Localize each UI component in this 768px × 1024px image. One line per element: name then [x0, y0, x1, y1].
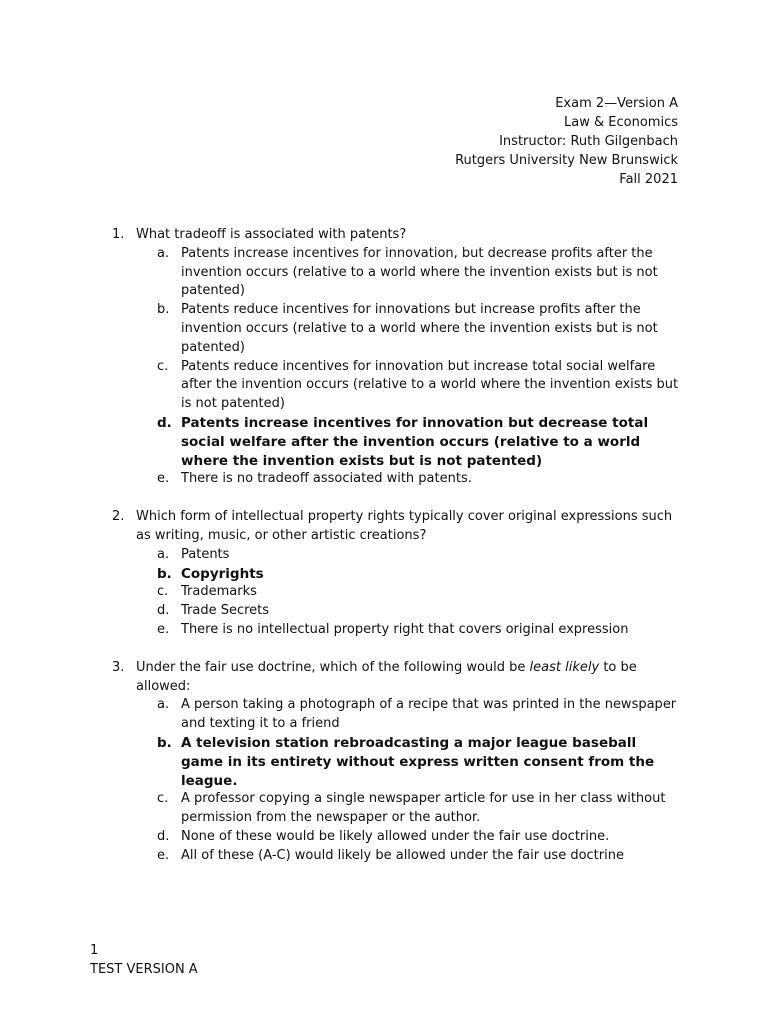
course-name: Law & Economics: [564, 115, 678, 130]
option-letter: a.: [157, 245, 170, 261]
option-e: [112, 847, 680, 866]
option-text: Patents increase incentives for innovation, but decrease profits after the invention occurs (relative to a world where the invention exists but is not patented): [181, 245, 658, 299]
version-label: TEST VERSION A: [90, 962, 198, 977]
option-letter: a.: [157, 697, 170, 713]
question-text: What tradeoff is associated with patents?: [136, 227, 407, 242]
instructor-line: Instructor: Ruth Gilgenbach: [499, 134, 678, 149]
option-text: None of these would be likely allowed under the fair use doctrine.: [181, 828, 610, 844]
option-letter: e.: [157, 847, 170, 863]
option-text: A television station rebroadcasting a major league baseball game in its entirety without express written consent from the league.: [181, 734, 655, 789]
option-list: [112, 546, 680, 640]
option-d-correct: [112, 414, 680, 470]
option-letter: c.: [157, 584, 169, 600]
option-b-correct: [112, 565, 680, 584]
option-letter: b.: [157, 565, 172, 582]
option-letter: b.: [157, 302, 170, 318]
option-text: A person taking a photograph of a recipe that was printed in the newspaper and texting it to a friend: [181, 697, 677, 732]
option-e: [112, 621, 680, 640]
question-text: Which form of intellectual property rights typically cover original expressions such as writing, music, or other artistic creations?: [136, 509, 673, 543]
option-c: [112, 358, 680, 414]
option-letter: d.: [157, 603, 170, 619]
question-number: 1.: [112, 227, 125, 242]
option-b: [112, 301, 680, 357]
option-b-correct: [112, 734, 680, 790]
option-letter: d.: [157, 414, 172, 431]
university-line: Rutgers University New Brunswick: [455, 153, 678, 168]
option-text: Patents: [181, 546, 230, 562]
option-text: Patents increase incentives for innovation but decrease total social welfare after the invention occurs (relative to a world where the invention exists but is not patented): [181, 414, 649, 469]
option-text: There is no tradeoff associated with patents.: [181, 471, 472, 487]
option-letter: e.: [157, 471, 170, 487]
question-3: [112, 659, 680, 866]
term-line: Fall 2021: [619, 172, 678, 187]
question-1: [112, 226, 680, 489]
page-number: 1: [90, 943, 99, 958]
question-text-part: Under the fair use doctrine, which of the following would be: [136, 659, 530, 675]
question-list: [112, 226, 680, 885]
option-d: [112, 828, 680, 847]
question-2: [112, 508, 680, 640]
exam-header: [455, 94, 678, 189]
question-text: [136, 659, 680, 697]
option-d: [112, 602, 680, 621]
option-text: A professor copying a single newspaper article for use in her class without permission from the newspaper or the author.: [181, 791, 666, 826]
option-list: [112, 696, 680, 865]
option-e: [112, 470, 680, 489]
option-c: [112, 583, 680, 602]
option-letter: b.: [157, 734, 172, 751]
page-footer: [90, 941, 198, 979]
question-text-part: to be allowed:: [136, 659, 637, 694]
option-text: Trademarks: [181, 584, 257, 600]
option-list: [112, 245, 680, 489]
option-c: [112, 790, 680, 828]
option-letter: a.: [157, 546, 170, 562]
option-a: [112, 245, 680, 301]
option-letter: c.: [157, 358, 169, 374]
option-text: There is no intellectual property right that covers original expression: [181, 621, 629, 637]
question-text-emphasis: least likely: [529, 659, 600, 675]
option-letter: d.: [157, 828, 170, 844]
option-letter: c.: [157, 791, 169, 807]
question-number: 2.: [112, 509, 125, 525]
option-text: All of these (A-C) would likely be allowed under the fair use doctrine: [181, 847, 624, 863]
exam-title: Exam 2—Version A: [555, 96, 678, 111]
option-text: Patents reduce incentives for innovations but increase profits after the invention occurs (relative to a world where the invention exists but is not patented): [181, 302, 658, 355]
question-number: 3.: [112, 659, 125, 675]
option-a: [112, 696, 680, 734]
option-a: [112, 546, 680, 565]
option-text: Copyrights: [181, 565, 264, 582]
option-letter: e.: [157, 621, 170, 637]
option-text: Patents reduce incentives for innovation but increase total social welfare after the invention occurs (relative to a world where the invention exists but is not patented): [181, 358, 679, 412]
option-text: Trade Secrets: [181, 603, 270, 619]
